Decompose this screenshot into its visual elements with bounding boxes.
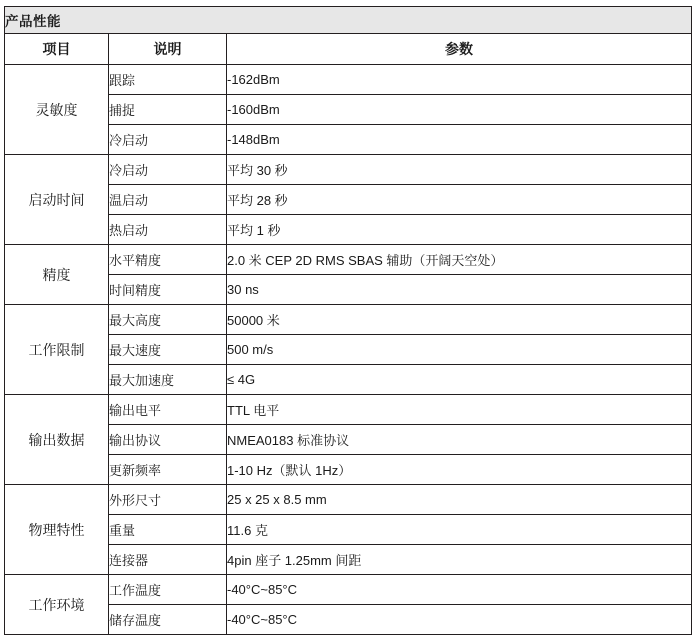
- parameter-cell: 30 ns: [227, 275, 692, 305]
- product-performance-table: [4, 6, 692, 635]
- spec-sheet: [0, 6, 696, 637]
- category-cell: 物理特性: [5, 485, 109, 575]
- description-cell: 捕捉: [109, 95, 227, 125]
- parameter-cell: 50000 米: [227, 305, 692, 335]
- table-row: [5, 155, 692, 185]
- table-row: [5, 605, 692, 635]
- parameter-cell: 1-10 Hz（默认 1Hz）: [227, 455, 692, 485]
- parameter-cell: 平均 1 秒: [227, 215, 692, 245]
- table-header-row: [5, 34, 692, 65]
- category-cell: 工作环境: [5, 575, 109, 635]
- description-cell: 更新频率: [109, 455, 227, 485]
- table-title: 产品性能: [5, 7, 692, 34]
- description-cell: 最大高度: [109, 305, 227, 335]
- parameter-cell: 25 x 25 x 8.5 mm: [227, 485, 692, 515]
- parameter-cell: 11.6 克: [227, 515, 692, 545]
- category-cell: 输出数据: [5, 395, 109, 485]
- description-cell: 重量: [109, 515, 227, 545]
- table-row: [5, 185, 692, 215]
- description-cell: 温启动: [109, 185, 227, 215]
- description-cell: 时间精度: [109, 275, 227, 305]
- parameter-cell: ≤ 4G: [227, 365, 692, 395]
- table-row: [5, 395, 692, 425]
- table-title-row: [5, 7, 692, 34]
- description-cell: 最大速度: [109, 335, 227, 365]
- description-cell: 跟踪: [109, 65, 227, 95]
- table-row: [5, 95, 692, 125]
- category-cell: 启动时间: [5, 155, 109, 245]
- parameter-cell: -160dBm: [227, 95, 692, 125]
- parameter-cell: -40°C~85°C: [227, 605, 692, 635]
- table-row: [5, 245, 692, 275]
- header-param: 参数: [227, 34, 692, 65]
- parameter-cell: -40°C~85°C: [227, 575, 692, 605]
- table-row: [5, 575, 692, 605]
- table-row: [5, 425, 692, 455]
- description-cell: 热启动: [109, 215, 227, 245]
- table-row: [5, 455, 692, 485]
- parameter-cell: 平均 30 秒: [227, 155, 692, 185]
- category-cell: 精度: [5, 245, 109, 305]
- table-row: [5, 215, 692, 245]
- category-cell: 灵敏度: [5, 65, 109, 155]
- table-row: [5, 305, 692, 335]
- table-row: [5, 485, 692, 515]
- description-cell: 水平精度: [109, 245, 227, 275]
- table-row: [5, 65, 692, 95]
- category-cell: 工作限制: [5, 305, 109, 395]
- description-cell: 冷启动: [109, 125, 227, 155]
- table-row: [5, 125, 692, 155]
- parameter-cell: -162dBm: [227, 65, 692, 95]
- description-cell: 外形尺寸: [109, 485, 227, 515]
- description-cell: 工作温度: [109, 575, 227, 605]
- description-cell: 输出协议: [109, 425, 227, 455]
- description-cell: 储存温度: [109, 605, 227, 635]
- description-cell: 最大加速度: [109, 365, 227, 395]
- parameter-cell: -148dBm: [227, 125, 692, 155]
- parameter-cell: 2.0 米 CEP 2D RMS SBAS 辅助（开阔天空处）: [227, 245, 692, 275]
- parameter-cell: TTL 电平: [227, 395, 692, 425]
- header-item: 项目: [5, 34, 109, 65]
- table-row: [5, 275, 692, 305]
- table-row: [5, 515, 692, 545]
- description-cell: 冷启动: [109, 155, 227, 185]
- parameter-cell: 500 m/s: [227, 335, 692, 365]
- description-cell: 输出电平: [109, 395, 227, 425]
- parameter-cell: 4pin 座子 1.25mm 间距: [227, 545, 692, 575]
- parameter-cell: NMEA0183 标准协议: [227, 425, 692, 455]
- table-row: [5, 335, 692, 365]
- table-row: [5, 365, 692, 395]
- table-row: [5, 545, 692, 575]
- header-desc: 说明: [109, 34, 227, 65]
- parameter-cell: 平均 28 秒: [227, 185, 692, 215]
- description-cell: 连接器: [109, 545, 227, 575]
